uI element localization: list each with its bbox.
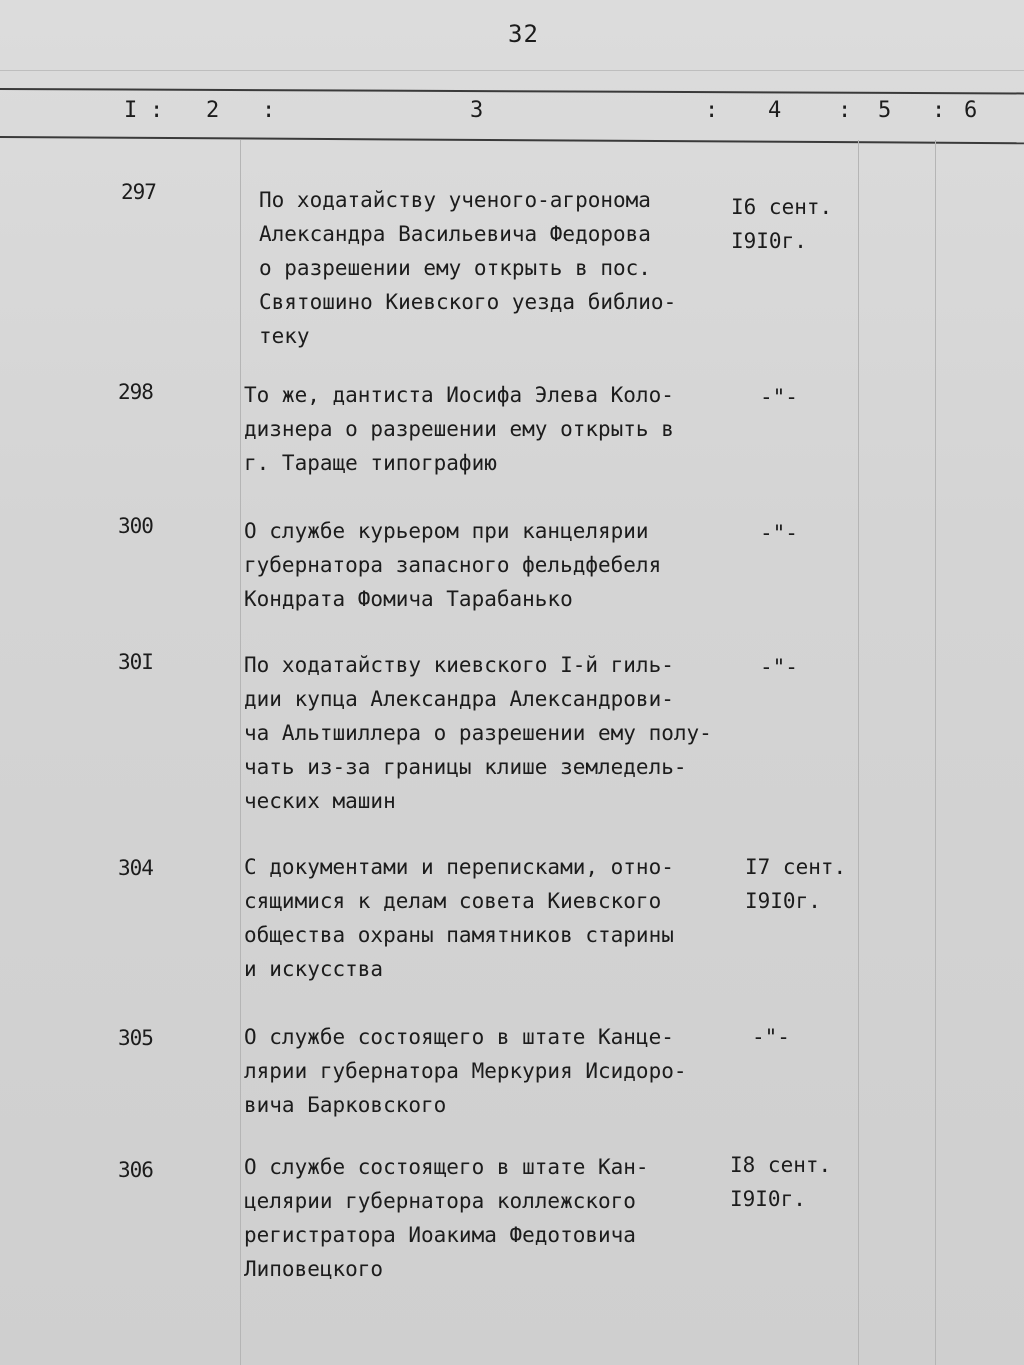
- entry-description: О службе состоящего в штате Кан- целярии губернатора коллежского регистратора Иоакима Федотовича Липовецкого: [244, 1155, 649, 1281]
- header-col-4: 4: [768, 98, 782, 123]
- entry-description: По ходатайству ученого-агронома Александра Васильевича Федорова о разрешении ему открыть в пос. Святошино Киевского уезда библио- теку: [259, 188, 677, 348]
- entry-date: I8 сент. I9I0г.: [730, 1153, 832, 1211]
- header-separator: :: [932, 98, 946, 123]
- entry-description: По ходатайству киевского I-й гиль- дии купца Александра Александрови- ча Альтшиллера о разрешении ему полу- чать из-за границы клише земледель- ческих машин: [244, 653, 712, 813]
- entry-number: 30I: [118, 650, 153, 674]
- entry-date: -"-: [760, 521, 798, 545]
- entry-description: С документами и переписками, отно- сящимися к делам совета Киевского общества охраны памятников старины и искусства: [244, 855, 674, 981]
- header-separator: :: [838, 98, 852, 123]
- header-col-3: 3: [470, 98, 484, 123]
- entry-number: 306: [118, 1158, 153, 1182]
- entry-number: 305: [118, 1026, 153, 1050]
- entry-date: I6 сент. I9I0г.: [731, 195, 833, 253]
- entry-date: I7 сент. I9I0г.: [745, 855, 847, 913]
- header-col-6: 6: [964, 98, 978, 123]
- header-bottom-rule: [0, 136, 1024, 144]
- column-divider: [240, 140, 241, 1365]
- header-separator: :: [150, 98, 164, 123]
- entry-description: О службе курьером при канцелярии губернатора запасного фельдфебеля Кондрата Фомича Тарабанько: [244, 519, 662, 611]
- header-col-1: I: [124, 98, 138, 123]
- entry-date: -"-: [760, 655, 798, 679]
- entry-date: -"-: [760, 385, 798, 409]
- header-col-2: 2: [206, 98, 220, 123]
- header-col-5: 5: [878, 98, 892, 123]
- header-separator: :: [705, 98, 719, 123]
- entry-description: То же, дантиста Иосифа Элева Коло- дизнера о разрешении ему открыть в г. Тараще типографию: [244, 383, 674, 475]
- header-top-rule: [0, 88, 1024, 94]
- faint-rule: [0, 70, 1024, 71]
- entry-description: О службе состоящего в штате Канце- лярии губернатора Меркурия Исидоро- вича Барковского: [244, 1025, 687, 1117]
- entry-date: -"-: [752, 1025, 790, 1049]
- entry-number: 304: [118, 856, 153, 880]
- entry-number: 298: [118, 380, 153, 404]
- entry-number: 297: [121, 180, 156, 204]
- entry-number: 300: [118, 514, 153, 538]
- page-number: 32: [508, 20, 539, 48]
- header-separator: :: [262, 98, 276, 123]
- column-divider: [935, 140, 936, 1365]
